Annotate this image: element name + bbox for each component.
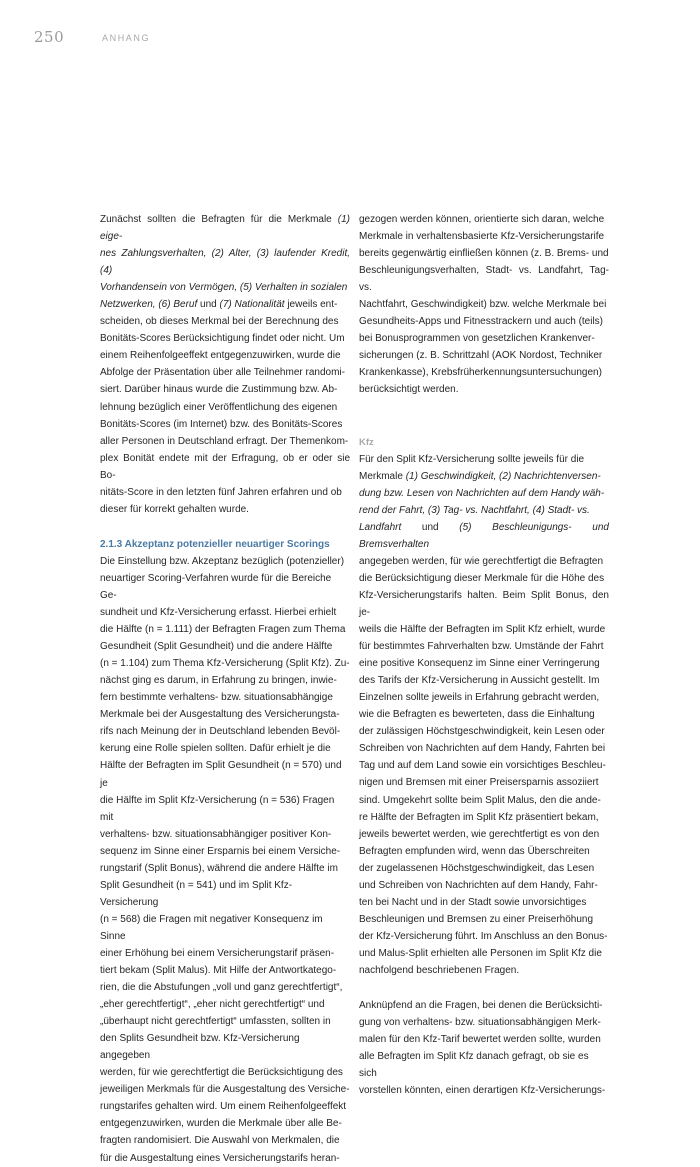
subheading-kfz: Kfz (359, 436, 374, 448)
text-run: Für den Split Kfz-Versicherung sollte jeweils für die Merkmale (359, 453, 585, 482)
left-column (100, 211, 350, 1167)
paragraph-split-kfz (359, 451, 609, 979)
text-run: jeweils ent- scheiden, ob dieses Merkmal bei der Berechnung des Bonitäts-Scores Berücksichtigung findet oder nicht. Um einem Reihenfolgeeffekt entgegenzuwirken, wurde die Abfolge der Präsentation über alle Teilnehmer randomi- siert. Darüber hinaus wurde die Zustimmung bzw. Ab- lehnung bezüglich einer Veröffentlichung des eigenen Bonitäts-Scores (im Internet) bzw. des Bonitäts-Scores aller Personen in Deutschland erfragt. Der Themenkom- plex Bonität endete mit der Erfragung, ob er oder sie Bo- nitäts-Score in den letzten fünf Jahren erfahren und ob dieser für korrekt gehalten wurde. (100, 299, 350, 515)
italic-run: (1) Geschwindigkeit, (2) Nachrichtenversen- dung bzw. Lesen von Nachrichten auf dem Handy wäh- rend der Fahrt, (3) Tag- vs. Nachtfahrt, (4) Stadt- vs. Landfahrt (359, 470, 605, 533)
text-run: Zunächst sollten die Befragten für die Merkmale (100, 214, 338, 225)
spacer (359, 979, 609, 997)
paragraph-anknuepfend (359, 997, 609, 1099)
text-run: und (197, 299, 220, 311)
section-heading-2-1-3: 2.1.3 Akzeptanz potenzieller neuartiger Scorings (100, 538, 330, 550)
italic-run: (7) Nationalität (219, 299, 285, 311)
right-column (359, 211, 609, 1099)
paragraph-merkmale-bonitaet (100, 211, 350, 518)
italic-run: (1) eige- nes Zahlungsverhalten, (2) Alter, (3) laufender Kredit, (4) Vorhandensein von Vermögen, (5) Verhalten in sozialen Netzwerken, (6) Beruf (100, 214, 350, 311)
spacer (100, 518, 350, 536)
paragraph-merkmalsauswahl (359, 211, 609, 399)
text-run: angegeben werden, für wie gerechtfertigt die Befragten die Berücksichtigung dieser Merkmale für die Höhe des Kfz-Versicherungstarifs halten. Beim Split Bonus, den je- weils die Hälfte der Befragten im Split Kfz erhielt, wurde für bestimmtes Fahrverhalten bzw. Umstände der Fahrt eine positive Konsequenz im Sinne einer Verringerung des Tarifs der Kfz-Versicherung in Aussicht gestellt. Im Einzelnen sollte jeweils in Erfahrung gebracht werden, wie die Befragten es bewerteten, dass die Einhaltung der zulässigen Höchstgeschwindigkeit, kein Lesen oder Schreiben von Nachrichten auf dem Handy, Fahrten bei Tag und auf dem Land sowie ein vorsichtiges Beschleu- nigen und Bremsen mit einer Preisersparnis assoziiert sind. Umgekehrt sollte beim Split Malus, den die ande- re Hälfte der Befragten im Split Kfz präsentiert bekam, jeweils bewertet werden, wie gerechtfertigt es von den Befragten empfunden wird, wenn das Überschreiten der zugelassenen Höchstgeschwindigkeit, das Lesen und Schreiben von Nachrichten auf dem Handy, Fahr- ten bei Nacht und in der Stadt sowie unvorsichtiges Beschleunigen und Bremsen zu einer Preiserhöhung der Kfz-Versicherung führt. Im Anschluss an den Bonus- und Malus-Split erhielten alle Personen im Split Kfz die nachfolgend beschriebenen Fragen. (359, 555, 609, 976)
paragraph-akzeptanz (100, 553, 350, 1167)
running-header: ANHANG (102, 33, 151, 43)
text-run: Anknüpfend an die Fragen, bei denen die Berücksichti- gung von verhaltens- bzw. situationsabhängigen Merk- malen für den Kfz-Tarif bewertet werden sollte, wurden alle Befragten im Split Kfz danach gefragt, ob sie es sich vorstellen könnten, einen derartigen Kfz-Versicherungs- (359, 1000, 606, 1097)
italic-run: (5) Beschleunigungs- und Bremsverhalten (359, 521, 609, 550)
page-number: 250 (34, 28, 65, 46)
text-run: und (401, 521, 460, 533)
spacer (359, 399, 609, 434)
text-run: gezogen werden können, orientierte sich daran, welche Merkmale in verhaltensbasierte Kfz-Versicherungstarife bereits gegenwärtig einfließen können (z. B. Brems- und Beschleunigungsverhalten, Stadt- vs. Landfahrt, Tag- vs. Nachtfahrt, Geschwindigkeit) bzw. welche Merkmale bei Gesundheits-Apps und Fitnesstrackern und auch (teils) bei Bonusprogrammen von gesetzlichen Krankenver- sicherungen (z. B. Schrittzahl (AOK Nordost, Techniker Krankenkasse), Krebsfrüherkennungsuntersuchungen) berücksichtigt werden. (359, 214, 609, 396)
text-run: Die Einstellung bzw. Akzeptanz bezüglich (potenzieller) neuartiger Scoring-Verfahren wurde für die Bereiche Ge- sundheit und Kfz-Versicherung erfasst. Hierbei erhielt die Hälfte (n = 1.111) der Befragten Fragen zum Thema Gesundheit (Split Gesundheit) und die andere Hälfte (n = 1.104) zum Thema Kfz-Versicherung (Split Kfz). Zu- nächst ging es darum, in Erfahrung zu bringen, inwie- fern bestimmte verhaltens- bzw. situationsabhängige Merkmale bei der Ausgestaltung des Versicherungsta- rifs nach Meinung der in Deutschland lebenden Bevöl- kerung eine Rolle spielen sollten. Dafür erhielt je die Hälfte der Befragten im Split Gesundheit (n = 570) und je die Hälfte im Split Kfz-Versicherung (n = 536) Fragen mit verhaltens- bzw. situationsabhängiger positiver Kon- sequenz im Sinne einer Ersparnis bei einem Versiche- rungstarif (Split Bonus), während die andere Hälfte im Split Gesundheit (n = 541) und im Split Kfz-Versicherung (n = 568) die Fragen mit negativer Konsequenz im Sinne einer Erhöhung bei einem Versicherungstarif präsen- tiert bekam (Split Malus). Mit Hilfe der Antwortkatego- rien, die die Abstufungen „voll und ganz gerechtfertigt“, „eher gerechtfertigt“, „eher nicht gerechtfertigt“ und „überhaupt nicht gerechtfertigt“ umfassten, sollten in den Splits Gesundheit bzw. Kfz-Versicherung angegeben werden, für wie gerechtfertigt die Berücksichtigung des jeweiligen Merkmals für die Ausgestaltung des Versiche- rungstarifes gehalten wird. Um einem Reihenfolgeeffekt entgegenzuwirken, wurden die Merkmale über alle Be- fragten randomisiert. Die Auswahl von Merkmalen, die für die Ausgestaltung eines Versicherungstarifs heran- (100, 555, 350, 1164)
